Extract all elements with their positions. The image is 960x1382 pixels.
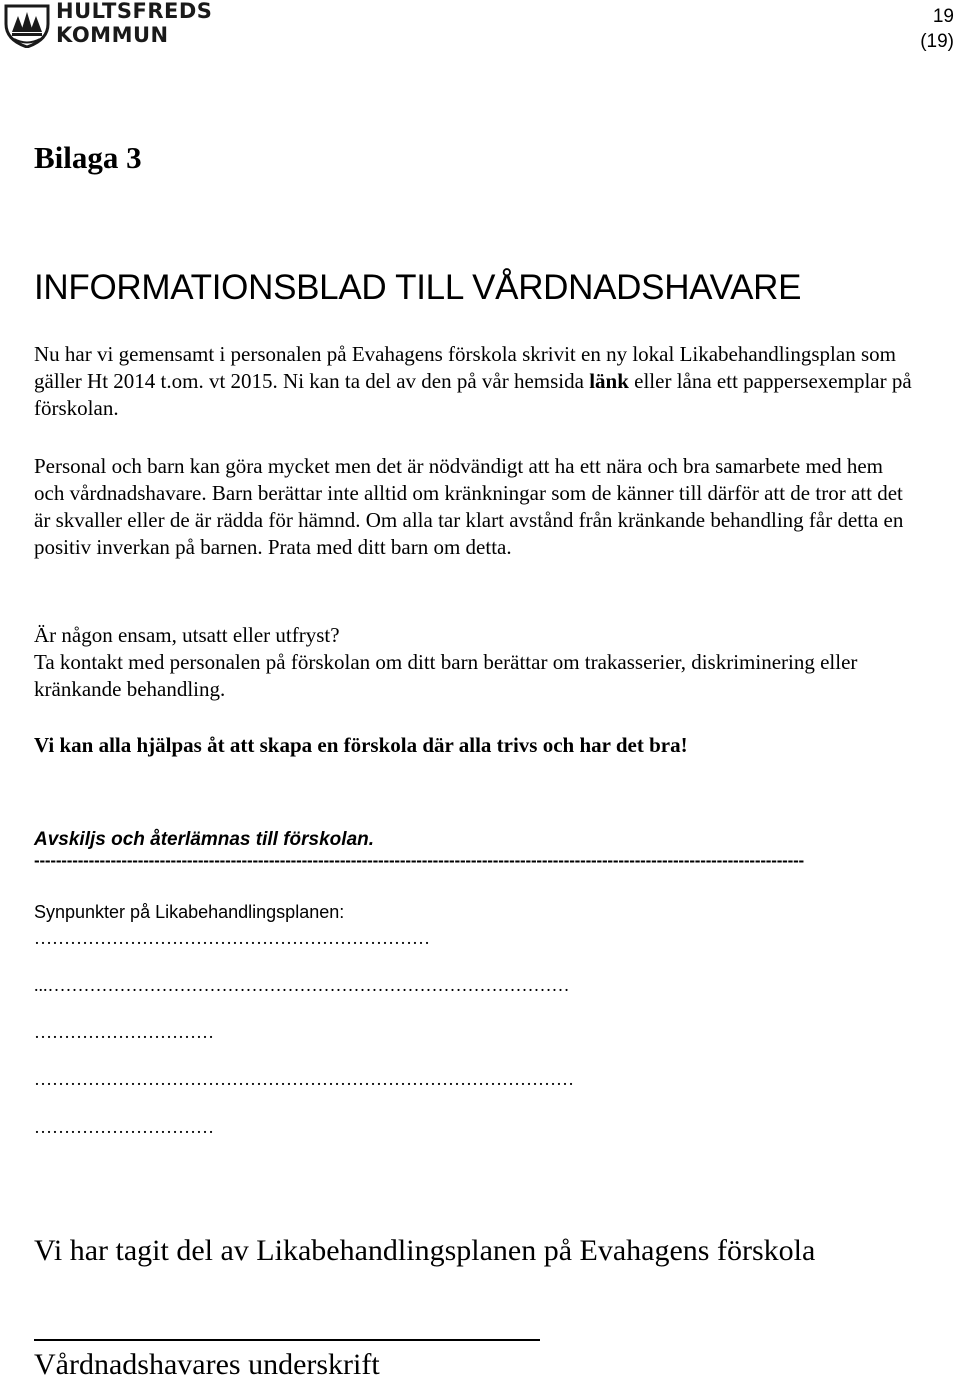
contact-paragraph — [34, 622, 914, 703]
appendix-heading: Bilaga 3 — [34, 140, 142, 175]
cooperation-paragraph: Personal och barn kan göra mycket men det är nödvändigt att ha ett nära och bra samarbete med hem och vårdnadshavare. Barn berättar inte alltid om kränkningar som de känner till därför att de tror att det är skvaller eller de är rädda för hämnd. Om alla tar klart avstånd från kränkande behandling får detta en positiv inverkan på barnen. Prata med ditt barn om detta. — [34, 454, 904, 559]
page-current: 19 — [932, 6, 954, 27]
detach-label: Avskiljs och återlämnas till förskolan. — [34, 829, 375, 850]
website-link[interactable]: länk — [589, 369, 629, 393]
acknowledgement-text: Vi har tagit del av Likabehandlingsplanen på Evahagens förskola — [34, 1234, 816, 1267]
intro-paragraph — [34, 341, 914, 422]
feedback-line-3[interactable]: ………………………… — [34, 1022, 214, 1042]
municipality-crest-icon — [4, 2, 50, 48]
feedback-line-5[interactable]: ………………………… — [34, 1117, 214, 1137]
signature-label: Vårdnadshavares underskrift — [34, 1348, 380, 1381]
logo-text-line2: KOMMUN — [56, 23, 169, 47]
municipality-logo — [4, 0, 213, 50]
feedback-label: Synpunkter på Likabehandlingsplanen: — [34, 902, 345, 922]
logo-text-line1: HULTSFREDS — [56, 0, 213, 23]
cut-line: --------------------------------------------------------------------------------------------------------------------------------------------- — [34, 851, 805, 870]
signature-line[interactable] — [34, 1339, 540, 1341]
closing-statement: Vi kan alla hjälpas åt att skapa en förskola där alla trivs och har det bra! — [34, 733, 688, 757]
page-number — [920, 4, 954, 54]
feedback-line-1[interactable]: ………………………………………………………… — [34, 928, 430, 948]
feedback-line-4[interactable]: ……………………………………………………………………………… — [34, 1069, 574, 1089]
page-title: INFORMATIONSBLAD TILL VÅRDNADSHAVARE — [34, 268, 802, 307]
intro-text-b: eller låna ett pappersexemplar på förskolan. — [34, 369, 912, 420]
intro-text-a: Nu har vi gemensamt i personalen på Evahagens förskola skrivit en ny lokal Likabehandlingsplan som gäller Ht 2014 t.om. vt 2015. Ni kan ta del av den på vår hemsida — [34, 342, 896, 393]
contact-text: Ta kontakt med personalen på förskolan om ditt barn berättar om trakasserier, diskriminering eller kränkande behandling. — [34, 650, 858, 701]
feedback-line-2[interactable]: ...…………………………………………………………………………… — [34, 975, 570, 995]
question-line: Är någon ensam, utsatt eller utfryst? — [34, 623, 340, 647]
page-total: (19) — [920, 31, 954, 52]
